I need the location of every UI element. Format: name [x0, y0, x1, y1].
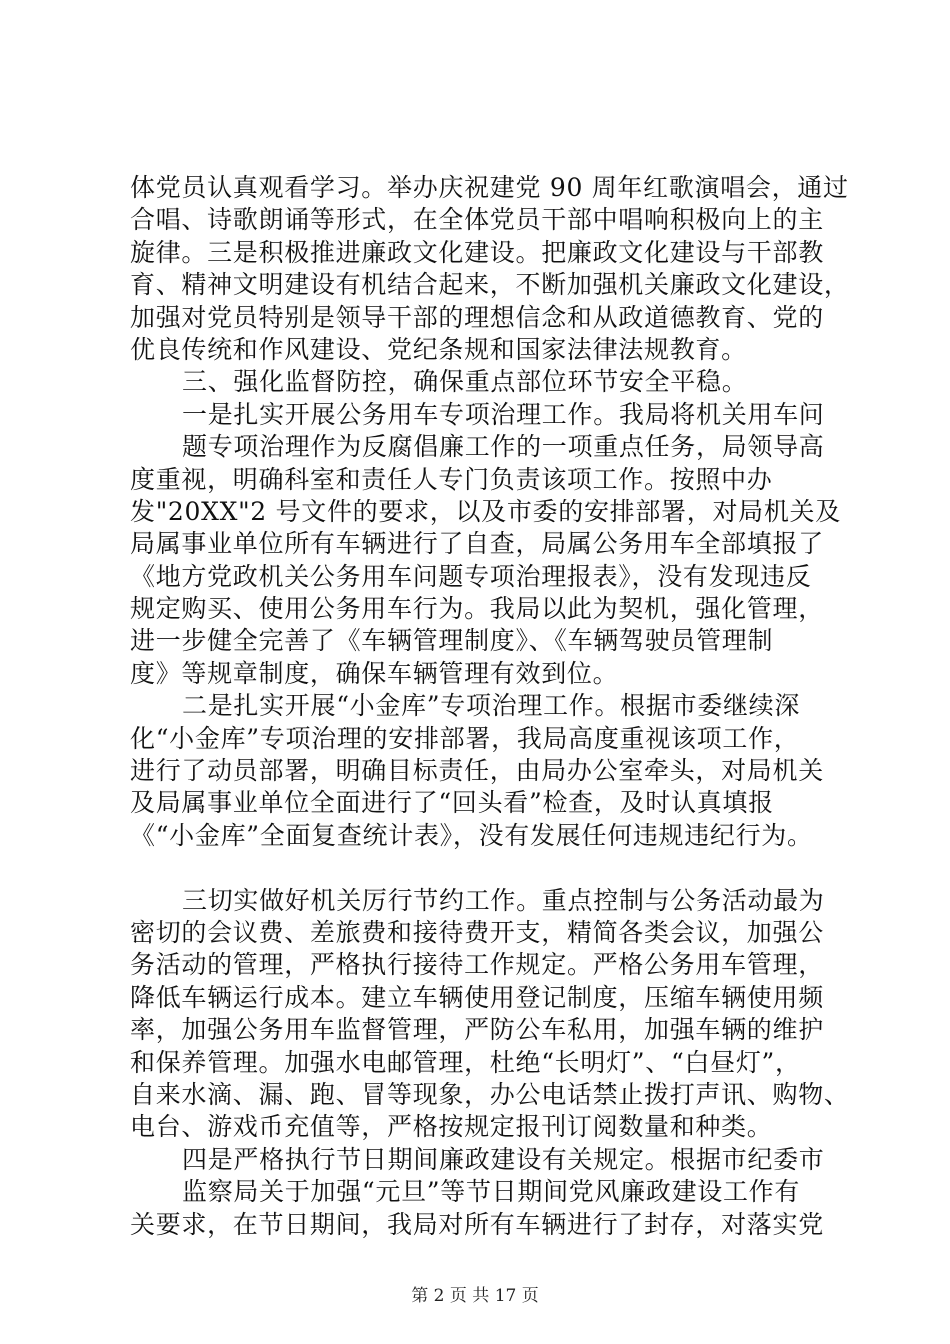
- text-line: 自来水滴、漏、跑、冒等现象，办公电话禁止拨打声讯、购物、: [130, 1079, 850, 1109]
- text-line: 发"20XX"2 号文件的要求，以及市委的安排部署，对局机关及: [130, 496, 841, 526]
- text-line: 务活动的管理，严格执行接待工作规定。严格公务用车管理，: [130, 950, 824, 980]
- text-line: 《“小金库”全面复查统计表》，没有发展任何违规违纪行为。: [130, 820, 813, 850]
- text-line: 化“小金库”专项治理的安排部署，我局高度重视该项工作，: [130, 723, 800, 753]
- text-line: 题专项治理作为反腐倡廉工作的一项重点任务，局领导高: [182, 432, 825, 462]
- text-line: 关要求，在节日期间，我局对所有车辆进行了封存，对落实党: [130, 1209, 824, 1239]
- text-line: 三切实做好机关厉行节约工作。重点控制与公务活动最为: [182, 885, 825, 915]
- text-line: 降低车辆运行成本。建立车辆使用登记制度，压缩车辆使用频: [130, 982, 824, 1012]
- text-line: 体党员认真观看学习。举办庆祝建党 90 周年红歌演唱会，通过: [130, 173, 849, 202]
- text-line: 四是严格执行节日期间廉政建设有关规定。根据市纪委市: [182, 1144, 825, 1174]
- text-line: 密切的会议费、差旅费和接待费开支，精简各类会议，加强公: [130, 917, 824, 947]
- blank-line: [130, 852, 850, 884]
- text-line: 电台、游戏币充值等，严格按规定报刊订阅数量和种类。: [130, 1112, 773, 1142]
- text-line: 规定购买、使用公务用车行为。我局以此为契机，强化管理，: [130, 594, 824, 624]
- body-text: [130, 172, 850, 1241]
- text-line: 和保养管理。加强水电邮管理，杜绝“长明灯”、“白昼灯”，: [130, 1047, 801, 1077]
- text-line: 度》等规章制度，确保车辆管理有效到位。: [130, 658, 619, 688]
- section-heading: 三、强化监督防控，确保重点部位环节安全平稳。: [182, 367, 748, 397]
- text-line: 度重视，明确科室和责任人专门负责该项工作。按照中办: [130, 464, 773, 494]
- page-number-footer: 第 2 页 共 17 页: [411, 1286, 539, 1306]
- text-line: 及局属事业单位全面进行了“回头看”检查，及时认真填报: [130, 788, 774, 818]
- text-line: 局属事业单位所有车辆进行了自查，局属公务用车全部填报了: [130, 529, 824, 559]
- text-line: 合唱、诗歌朗诵等形式，在全体党员干部中唱响积极向上的主: [130, 205, 824, 235]
- text-line: 二是扎实开展“小金库”专项治理工作。根据市委继续深: [182, 691, 801, 721]
- text-line: 《地方党政机关公务用车问题专项治理报表》，没有发现违反: [130, 561, 812, 591]
- text-line: 监察局关于加强“元旦”等节日期间党风廉政建设工作有: [182, 1177, 801, 1207]
- text-line: 进行了动员部署，明确目标责任，由局办公室牵头，对局机关: [130, 756, 824, 786]
- text-line: 旋律。三是积极推进廉政文化建设。把廉政文化建设与干部教: [130, 237, 824, 267]
- text-line: 率，加强公务用车监督管理，严防公车私用，加强车辆的维护: [130, 1015, 824, 1045]
- text-line: 加强对党员特别是领导干部的理想信念和从政道德教育、党的: [130, 302, 824, 332]
- text-line: 一是扎实开展公务用车专项治理工作。我局将机关用车问: [182, 399, 825, 429]
- text-line: 育、精神文明建设有机结合起来，不断加强机关廉政文化建设，: [130, 270, 850, 300]
- text-line: 优良传统和作风建设、党纪条规和国家法律法规教育。: [130, 334, 747, 364]
- text-line: 进一步健全完善了《车辆管理制度》、《车辆驾驶员管理制: [130, 626, 774, 656]
